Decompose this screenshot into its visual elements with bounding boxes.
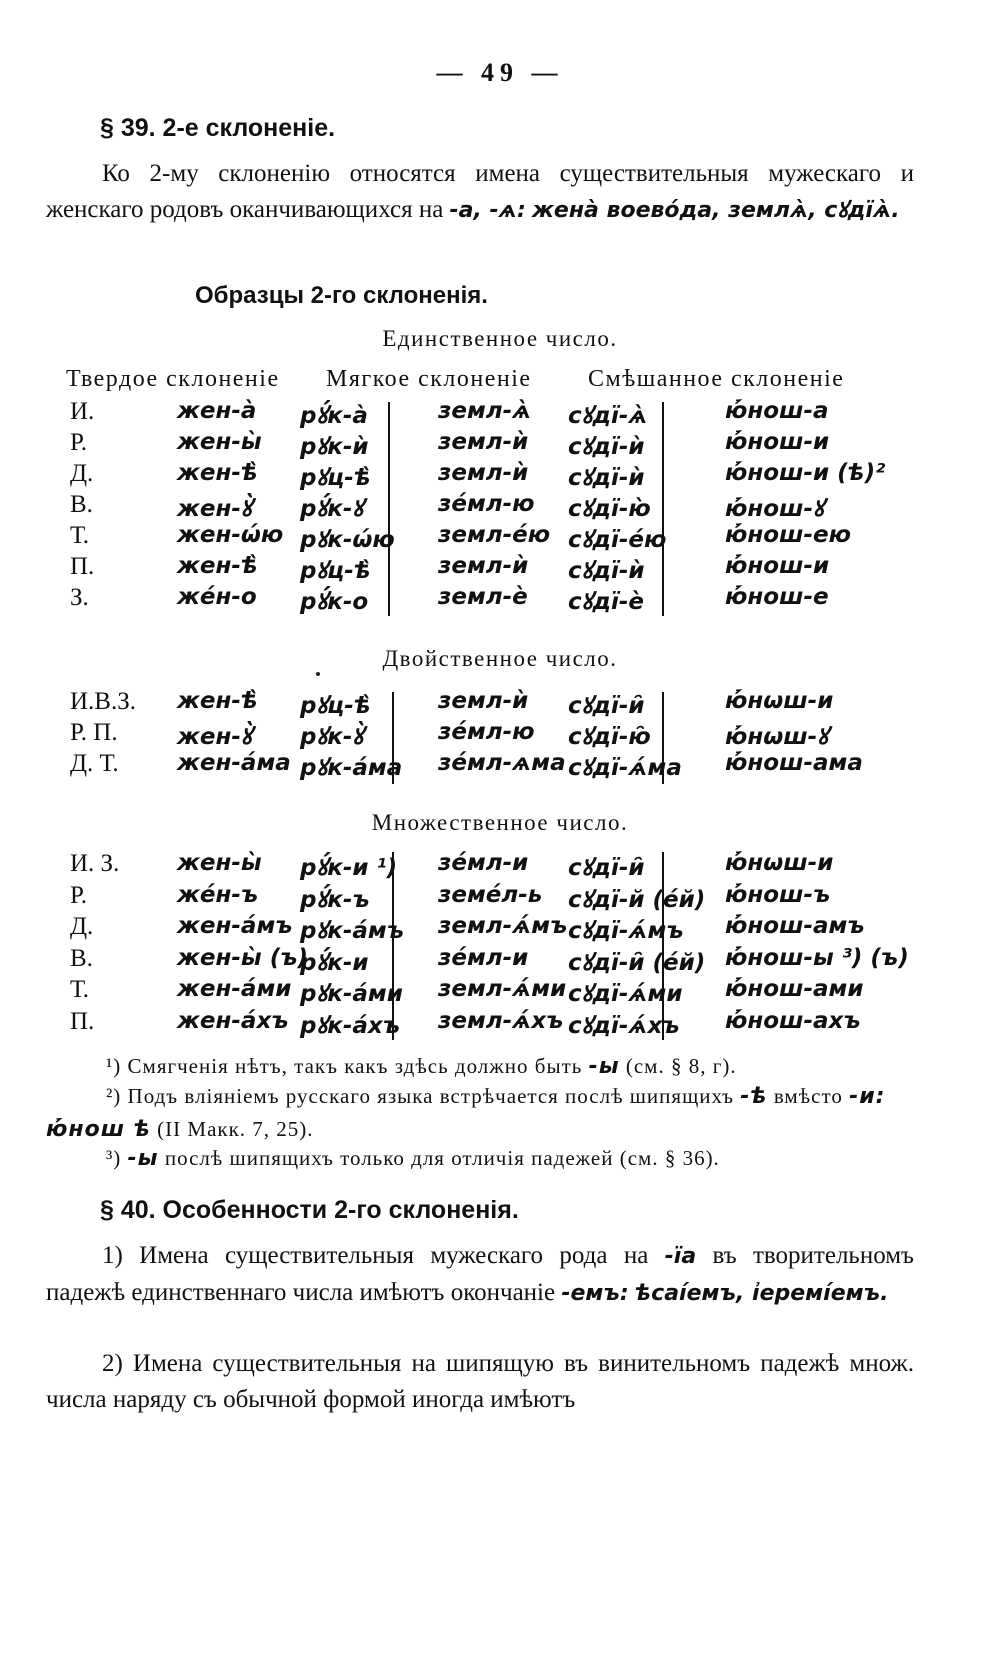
soft-form-2: сꙋдї-е́ю [568,527,667,553]
intro-text: Ко 2-му склоненію относятся имена существительныя мужескаго и женскаго родовъ оканчивающихся на [46,160,914,223]
section-39-intro [46,156,914,229]
samples-title: Образцы 2-го склоненія. [195,282,488,309]
soft-form-2: сꙋдї-ѧ́мъ [568,918,684,944]
soft-form-1: зе́мл-и [438,944,529,971]
case-label: З. [70,584,89,611]
case-label: Т. [70,522,90,549]
soft-form-2: сꙋдї-и̑ [568,855,645,881]
soft-form-1: земл-ѧ́ми [438,976,567,1002]
soft-form-1: зе́мл-и [438,850,529,876]
hard-form-2: рꙋк-ѝ [300,434,369,460]
mixed-form: ю҆́нош-ы ³) (ъ) [725,944,909,971]
mixed-form: ю҆́нош-и [725,429,830,455]
hard-form-2: рꙋц-ѣ̀ [300,465,371,491]
hard-form-1: жен-ꙋ̀ [177,496,252,522]
hard-form-2: рꙋк-а́ми [300,981,403,1007]
case-label: В. [70,491,93,518]
hard-form-1: жен-а́хъ [177,1007,289,1034]
hard-form-2: рꙋк-а́мъ [300,918,405,944]
soft-form-1: земл-ѝ [438,429,529,455]
col-hard-header: Твердое склоненіе [66,366,280,392]
mixed-form: ю҆́нош-амъ [725,913,865,939]
case-label: В. [70,944,93,972]
case-label: Д. [70,460,94,487]
soft-form-1: земл-ѧ́мъ [438,913,568,939]
hard-form-2: рꙋ́к-а̀ [300,403,368,429]
case-label: И.В.З. [70,688,137,715]
footnote-2: ²) Подъ вліяніемъ русскаго языка встрѣчается послѣ шипящихъ -ѣ вмѣсто -и: ю҆́нош ѣ (II Макк. 7, 25). [46,1084,886,1142]
soft-form-2: сꙋдї-и̑ [568,693,645,719]
soft-form-1: земл-ѧ̀ [438,398,532,424]
hard-form-2: рꙋк-ѡ́ю [300,527,395,553]
table-row [0,491,1000,525]
hard-form-2: рꙋк-а́ма [300,755,403,781]
mixed-form: ю҆́нош-е [725,584,829,610]
case-label: Д. [70,913,94,940]
hard-form-1: жен-ы̀ [177,850,262,876]
hard-form-2: рꙋ́к-о [300,589,369,615]
section-40-paragraph-1: 1) Имена существительныя мужескаго рода на -їа въ творительномъ падежѣ единственнаго числа имѣютъ окончаніе -емъ: ѣсаі́емъ, і҆еремі́емъ. [46,1242,914,1306]
table-row [0,398,1000,432]
footnote-mark: ³) [106,1146,122,1170]
hard-form-2: рꙋц-ѣ̀ [300,693,371,719]
case-label: Т. [70,976,90,1003]
hard-form-2: рꙋк-ꙋ̀ [300,724,364,750]
table-row [0,913,1000,947]
hard-form-1: жен-ѡ́ю [177,522,284,548]
case-label: Р. [70,429,88,456]
dual-header: Двойственное число. [382,646,618,671]
col-mixed-header: Смѣшанное склоненіе [588,366,845,392]
soft-form-2: сꙋдї-ѝ [568,558,645,584]
mixed-form: ю҆́нош-и (ѣ)² [725,460,886,486]
soft-form-1: земл-е́ю [438,522,551,548]
soft-form-2: сꙋдї-ю̀ [568,496,651,522]
soft-form-2: сꙋдї-ѧ́хъ [568,1012,680,1039]
soft-form-2: сꙋдї-ю̑ [568,724,651,750]
hard-form-1: жен-а́ми [177,976,292,1002]
hard-form-1: жен-ꙋ̀ [177,724,252,750]
plural-header: Множественное число. [371,810,629,835]
ink-speck [316,672,320,676]
case-label: И. [70,398,95,425]
mixed-form: ю҆́нош-ахъ [725,1007,861,1034]
mixed-form: ю҆́нош-ама [725,750,863,776]
hard-form-2: рꙋ́к-и ¹) [300,855,398,881]
soft-form-1: зе́мл-ю [438,491,535,517]
hard-form-1: жен-а̀ [177,398,257,424]
mixed-form: ю҆́нош-ꙋ [725,496,824,522]
mixed-form: ю҆́нош-ею [725,522,851,548]
soft-form-2: сꙋдї-ѧ́ми [568,981,683,1007]
singular-header: Единственное число. [382,326,618,351]
hard-form-1: жен-а́ма [177,750,291,776]
soft-form-2: сꙋдї-ѧ̀ [568,403,648,429]
table-row [0,976,1000,1010]
hard-form-2: рꙋ́к-ъ [300,886,370,913]
section-39-title: § 39. 2-е склоненіе. [100,114,336,142]
soft-form-1: земл-ѝ [438,553,529,579]
hard-form-1: жен-ѣ̀ [177,553,258,579]
table-row [0,850,1000,884]
hard-form-2: рꙋ́к-и [300,949,369,976]
case-label: И. З. [70,850,120,877]
hard-form-1: жен-ѣ̀ [177,460,258,486]
table-row [0,945,1000,979]
hard-form-1: жен-ы̀ (ъ) [177,944,309,971]
hard-form-2: рꙋк-а́хъ [300,1012,401,1039]
hard-form-1: же́н-о [177,584,257,610]
soft-form-1: земл-ѝ [438,688,529,714]
table-row [0,719,1000,753]
table-row [0,429,1000,463]
page-number: — 49 — [436,58,564,87]
mixed-form: ю҆́нѡш-и [725,850,834,876]
footnote-1: ¹) Смягченія нѣтъ, такъ какъ здѣсь должно быть -ы (см. § 8, г). [106,1054,737,1079]
case-label: Д. Т. [70,750,119,777]
table-row [0,460,1000,494]
col-soft-header: Мягкое склоненіе [326,366,532,392]
hard-form-1: же́н-ъ [177,881,259,908]
soft-form-2: сꙋдї-й (е́й) [568,886,706,913]
intro-examples: жена̀ воевóда, землѧ̀, сꙋдїѧ̀. [532,198,900,223]
table-row [0,584,1000,618]
case-label: Р. П. [70,719,118,746]
section-40-paragraph-2: 2) Имена существительныя на шипящую въ винительномъ падежѣ множ. числа наряду съ обычной формой иногда имѣютъ [46,1350,914,1413]
soft-form-2: сꙋдї-ѝ [568,434,645,460]
hard-form-1: жен-ы̀ [177,429,262,455]
case-label: Р. [70,881,88,909]
table-row [0,553,1000,587]
table-row [0,688,1000,722]
footnote-3: ³) -ы послѣ шипящихъ только для отличія падежей (см. § 36). [106,1146,720,1171]
hard-form-1: жен-а́мъ [177,913,293,939]
table-row [0,1008,1000,1042]
mixed-form: ю҆́нош-а [725,398,829,424]
soft-form-1: земе́л-ь [438,881,543,908]
soft-form-1: зе́мл-ѧма [438,750,566,776]
soft-form-1: земл-ѐ [438,584,528,610]
mixed-form: ю҆́нош-ъ [725,881,831,908]
table-row [0,882,1000,916]
footnote-mark: ¹) [106,1054,122,1078]
soft-form-2: сꙋдї-ѧ́ма [568,755,682,781]
mixed-form: ю҆́нош-ами [725,976,864,1002]
hard-form-2: рꙋц-ѣ̀ [300,558,371,584]
mixed-form: ю҆́нѡш-ꙋ [725,724,829,750]
section-40-title: § 40. Особенности 2-го склоненія. [100,1196,519,1224]
table-row [0,522,1000,556]
intro-endings: -а, -ѧ: [449,198,526,223]
case-label: П. [70,553,95,580]
mixed-form: ю҆́нош-и [725,553,830,579]
soft-form-1: земл-ѧ́хъ [438,1007,564,1034]
soft-form-2: сꙋдї-ѝ [568,465,645,491]
soft-form-1: земл-ѝ [438,460,529,486]
soft-form-2: сꙋдї-и̑ (е́й) [568,949,706,976]
case-label: П. [70,1007,95,1035]
soft-form-2: сꙋдї-ѐ [568,589,645,615]
hard-form-2: рꙋ́к-ꙋ [300,496,364,522]
mixed-form: ю҆́нѡш-и [725,688,834,714]
hard-form-1: жен-ѣ̀ [177,688,258,714]
table-row [0,750,1000,784]
soft-form-1: зе́мл-ю [438,719,535,745]
footnote-mark: ²) [106,1084,122,1108]
